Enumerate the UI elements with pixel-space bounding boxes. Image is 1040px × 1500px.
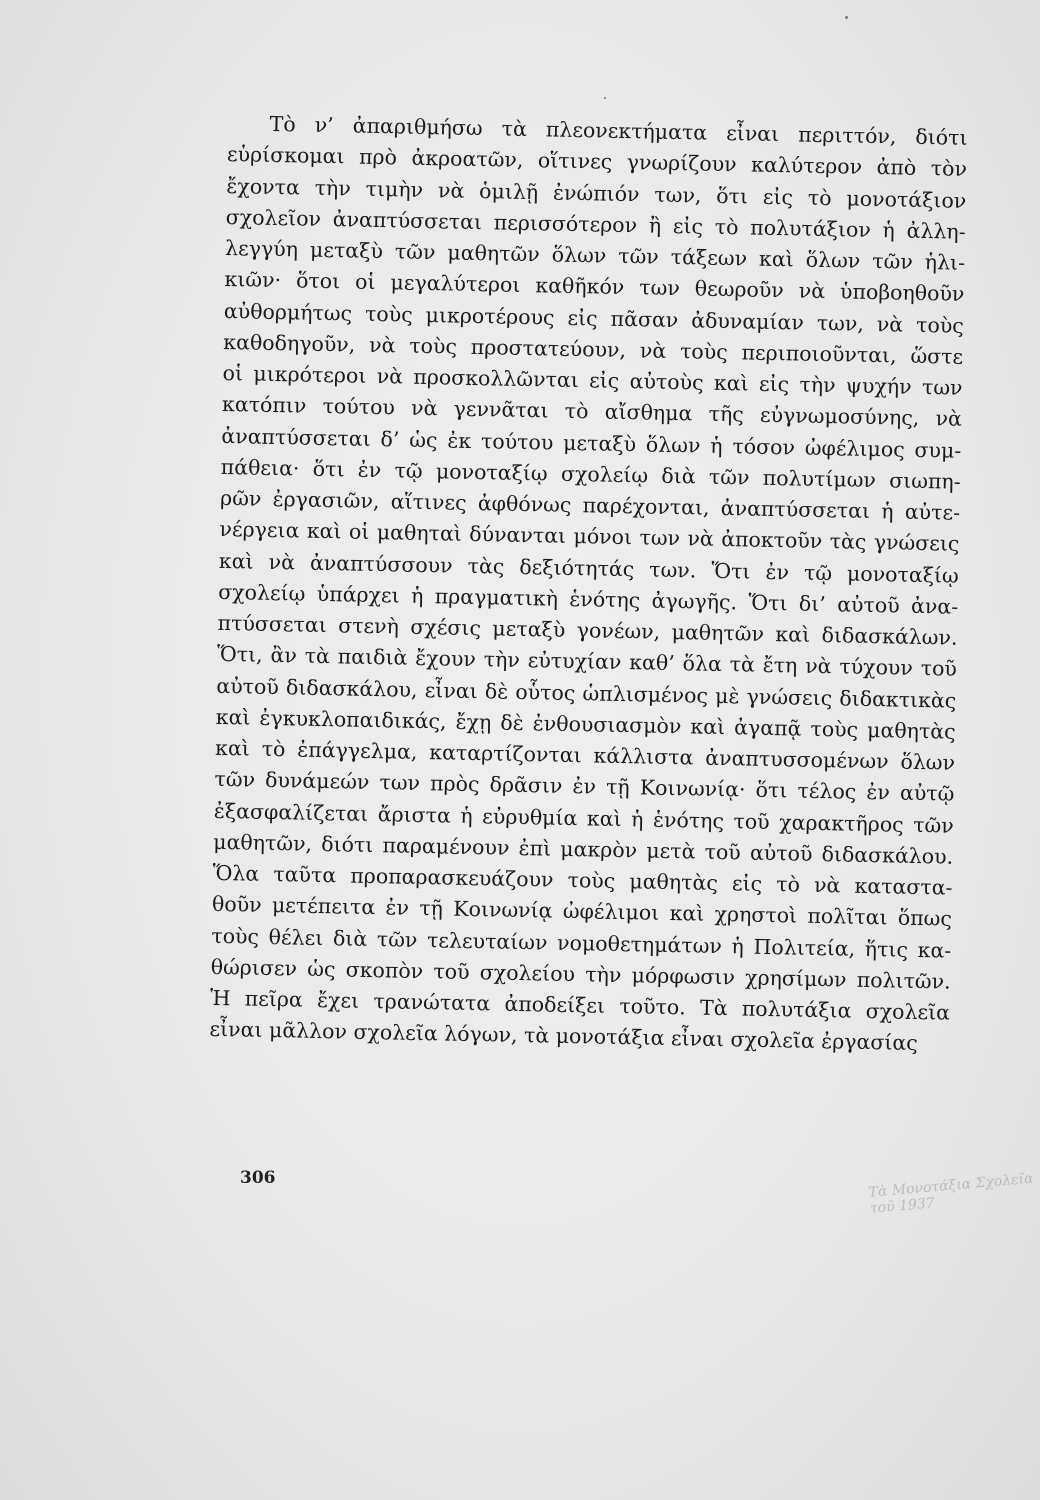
- text-line: Ὅλα ταῦτα προπαρασκευάζουν τοὺς μαθητὰς εἰς τὸ νὰ καταστα-: [212, 860, 953, 900]
- body-text: [209, 108, 968, 1060]
- text-line: κατόπιν τούτου νὰ γεννᾶται τὸ αἴσθημα τῆς εὐγνωμοσύνης, νὰ: [221, 392, 963, 432]
- text-line: σχολεῖον ἀναπτύσσεται περισσότερον ἢ εἰς τὸ πολυτάξιον ἡ ἀλλη-: [225, 204, 966, 244]
- text-line: μαθητῶν, διότι παραμένουν ἐπὶ μακρὸν μετὰ τοῦ αὐτοῦ διδασκάλου.: [213, 829, 954, 869]
- text-line: σχολείῳ ὑπάρχει ἡ πραγματικὴ ἑνότης ἀγωγῆς. Ὅτι δι’ αὐτοῦ ἀνα-: [218, 579, 959, 619]
- text-line: ἐξασφαλίζεται ἄριστα ἡ εὐρυθμία καὶ ἡ ἑνότης τοῦ χαρακτῆρος τῶν: [213, 798, 954, 838]
- text-line: τοὺς θέλει διὰ τῶν τελευταίων νομοθετημάτων ἡ Πολιτεία, ἥτις κα-: [211, 923, 952, 963]
- text-line: θώρισεν ὡς σκοπὸν τοῦ σχολείου τὴν μόρφωσιν χρησίμων πολιτῶν.: [210, 954, 951, 994]
- text-line: πτύσσεται στενὴ σχέσις μεταξὺ γονέων, μαθητῶν καὶ διδασκάλων.: [217, 610, 958, 650]
- paper-speck: [845, 16, 848, 19]
- text-line: καὶ νὰ ἀναπτύσσουν τὰς δεξιότητάς των. Ὅτι ἐν τῷ μονοταξίῳ: [218, 548, 960, 588]
- text-line: τῶν δυνάμεών των πρὸς δρᾶσιν ἐν τῇ Κοινωνίᾳ· ὅτι τέλος ἐν αὐτῷ: [214, 767, 955, 806]
- text-line: εἶναι μᾶλλον σχολεῖα λόγων, τὰ μονοτάξια εἶναι σχολεῖα ἐργασίας: [209, 1017, 919, 1056]
- text-line: Ὅτι, ἂν τὰ παιδιὰ ἔχουν τὴν εὐτυχίαν καθ’ ὅλα τὰ ἔτη νὰ τύχουν τοῦ: [216, 642, 958, 681]
- text-line: Ἡ πεῖρα ἔχει τρανώτατα ἀποδείξει τοῦτο. Τὰ πολυτάξια σχολεῖα: [209, 985, 951, 1025]
- text-line: αὐθορμήτως τοὺς μικροτέρους εἰς πᾶσαν ἀδυναμίαν των, νὰ τοὺς: [223, 298, 965, 338]
- page-number: 306: [240, 1168, 276, 1188]
- text-line: εὑρίσκομαι πρὸ ἀκροατῶν, οἵτινες γνωρίζουν καλύτερον ἀπὸ τὸν: [226, 142, 968, 182]
- text-line: καὶ ἐγκυκλοπαιδικάς, ἔχῃ δὲ ἐνθουσιασμὸν καὶ ἀγαπᾷ τοὺς μαθητὰς: [215, 704, 956, 744]
- text-line: αὐτοῦ διδασκάλου, εἶναι δὲ οὗτος ὡπλισμένος μὲ γνώσεις διδακτικὰς: [216, 673, 957, 713]
- text-line: κιῶν· ὅτοι οἱ μεγαλύτεροι καθῆκόν των θεωροῦν νὰ ὑποβοηθοῦν: [224, 267, 965, 307]
- text-line: ρῶν ἐργασιῶν, αἵτινες ἀφθόνως παρέχονται, ἀναπτύσσεται ἡ αὐτε-: [219, 485, 961, 525]
- text-line: θοῦν μετέπειτα ἐν τῇ Κοινωνίᾳ ὠφέλιμοι καὶ χρηστοὶ πολῖται ὅπως: [211, 892, 953, 931]
- text-line: Τὸ ν’ ἀπαριθμήσω τὰ πλεονεκτήματα εἶναι περιττόν, διότι: [269, 111, 968, 150]
- text-line: ἀναπτύσσεται δ’ ὡς ἐκ τούτου μεταξὺ ὅλων ἡ τόσον ὠφέλιμος συμ-: [221, 423, 962, 463]
- text-line: λεγγύη μεταξὺ τῶν μαθητῶν ὅλων τῶν τάξεων καὶ ὅλων τῶν ἡλι-: [224, 235, 966, 275]
- text-line: καθοδηγοῦν, νὰ τοὺς προστατεύουν, νὰ τοὺς περιποιοῦνται, ὥστε: [223, 329, 964, 369]
- text-line: πάθεια· ὅτι ἐν τῷ μονοταξίῳ σχολείῳ διὰ τῶν πολυτίμων σιωπη-: [220, 454, 961, 494]
- paper-speck: [604, 97, 606, 99]
- text-line: νέργεια καὶ οἱ μαθηταὶ δύνανται μόνοι των νὰ ἀποκτοῦν τὰς γνώσεις: [219, 517, 960, 557]
- text-line: οἱ μικρότεροι νὰ προσκολλῶνται εἰς αὐτοὺς καὶ εἰς τὴν ψυχήν των: [222, 360, 963, 400]
- text-line: ἔχοντα τὴν τιμὴν νὰ ὁμιλῇ ἐνώπιόν των, ὅτι εἰς τὸ μονοτάξιον: [226, 173, 967, 213]
- text-line: καὶ τὸ ἐπάγγελμα, καταρτίζονται κάλλιστα ἀναπτυσσομένων ὅλων: [214, 735, 956, 775]
- bleed-through-text: Τὰ Μονοτάξια Σχολεῖα τοῦ 1937: [868, 1170, 1035, 1217]
